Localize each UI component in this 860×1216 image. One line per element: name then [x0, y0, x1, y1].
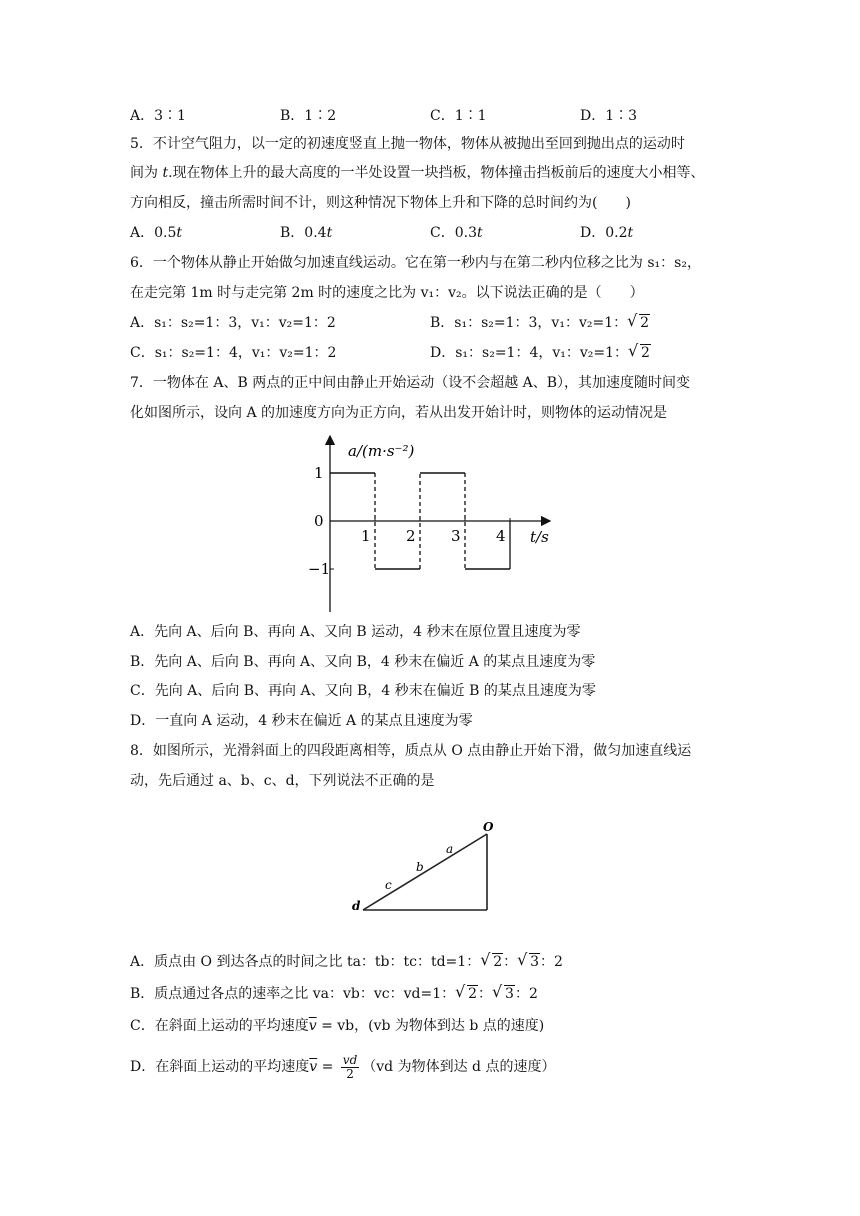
sqrt-symbol	[492, 984, 515, 1004]
option-text: = vb，(vb 为物体到达 b 点的速度)	[316, 1018, 545, 1034]
y-axis-label: a/(m·s⁻²)	[348, 442, 415, 460]
option-text: 1∶3	[605, 108, 638, 124]
variable-t: t	[476, 225, 483, 241]
q7-option-c: C．先向 A、后向 B、再向 A、又向 B，4 秒末在偏近 B 的某点且速度为零	[130, 683, 596, 699]
q7-option-b: B．先向 A、后向 B、再向 A、又向 B，4 秒末在偏近 A 的某点且速度为零	[130, 654, 596, 670]
q6-option-a: A．s₁：s₂=1：3，v₁：v₂=1：2	[130, 315, 336, 331]
q7-option-d: D．一直向 A 运动，4 秒末在偏近 A 的某点且速度为零	[130, 713, 473, 729]
label-o: O	[483, 820, 494, 834]
variable-t: t	[326, 225, 333, 241]
q5-option-d	[580, 223, 633, 243]
q8-stem-line2: 动，先后通过 a、b、c、d，下列说法不正确的是	[130, 773, 435, 789]
option-key: A．	[130, 225, 155, 241]
fraction-numerator: vd	[342, 1052, 358, 1067]
q5-stem-line3: 方向相反，撞击所需时间不计，则这种情况下物体上升和下降的总时间约为( )	[130, 195, 631, 211]
option-text: 1∶2	[304, 108, 337, 124]
option-text: ：2	[514, 986, 538, 1002]
q8-option-a: A．质点由 O 到达各点的时间之比 ta：tb：tc：td=1： √ 2： √ 3：2	[130, 952, 563, 972]
option-value: 0.3	[454, 225, 477, 241]
radicand: 2	[493, 954, 503, 970]
q4-option-c	[430, 106, 487, 126]
q6-option-c: C．s₁：s₂=1：4，v₁：v₂=1：2	[130, 345, 337, 361]
q4-option-d	[580, 106, 637, 126]
q8-option-c	[130, 1016, 544, 1036]
option-text: D．s₁：s₂=1：4，v₁：v₂=1：	[430, 345, 629, 361]
option-text: A．质点由 O 到达各点的时间之比 ta：tb：tc：td=1：	[130, 954, 481, 970]
q6-option-d	[430, 343, 651, 363]
option-key: C．	[430, 108, 455, 124]
fraction	[341, 1054, 359, 1081]
radicand: 3	[530, 954, 540, 970]
option-text: D．在斜面上运动的平均速度	[130, 1059, 310, 1075]
option-key: B．	[280, 225, 305, 241]
q6-stem-line1: 6．一个物体从静止开始做匀加速直线运动。它在第一秒内与在第二秒内位移之比为 s₁：s₂，	[130, 255, 701, 271]
q8-stem-line1: 8．如图所示，光滑斜面上的四段距离相等，质点从 O 点由静止开始下滑，做匀加速直线运	[130, 743, 692, 759]
q5-option-a	[130, 223, 182, 243]
q5-stem-line1: 5．不计空气阻力，以一定的初速度竖直上抛一物体，物体从被抛出至回到抛出点的运动时	[130, 136, 685, 152]
option-value: 0.4	[304, 225, 327, 241]
slope-line	[363, 834, 487, 910]
option-value: 0.2	[605, 225, 628, 241]
label-c: c	[385, 878, 392, 892]
x-tick-label: 4	[496, 527, 506, 545]
label-b: b	[416, 860, 424, 874]
inclined-plane-figure	[345, 818, 505, 918]
x-tick-label: 2	[406, 527, 416, 545]
label-a: a	[446, 842, 454, 856]
radicand: 2	[640, 315, 650, 331]
sqrt-symbol	[480, 952, 503, 972]
option-text: B．质点通过各点的速率之比 va：vb：vc：vd=1：	[130, 986, 456, 1002]
label-d: d	[352, 899, 361, 913]
text-run: .现在物体上升的最大高度的一半处设置一块挡板，物体撞击挡板前后的速度大小相等、	[168, 165, 705, 181]
variable-t: t	[176, 225, 183, 241]
q7-option-a: A．先向 A、后向 B、再向 A、又向 B 运动，4 秒末在原位置且速度为零	[130, 624, 581, 640]
option-text: 1∶1	[454, 108, 487, 124]
x-axis-label: t/s	[530, 528, 549, 546]
option-text: B．s₁：s₂=1：3，v₁：v₂=1：	[430, 315, 628, 331]
sqrt-symbol	[455, 984, 478, 1004]
y-tick-label: −1	[308, 560, 331, 578]
fraction-denominator: 2	[346, 1066, 354, 1081]
q7-stem-line1: 7．一物体在 A、B 两点的正中间由静止开始运动（设不会超越 A、B），其加速度随时间变	[130, 375, 691, 391]
sqrt-symbol	[628, 343, 651, 363]
radicand: 3	[505, 986, 514, 1002]
q7-stem-line2: 化如图所示，设向 A 的加速度方向为正方向，若从出发开始计时，则物体的运动情况是	[130, 405, 668, 421]
q6-stem-line2: 在走完第 1m 时与走完第 2m 时的速度之比为 v₁：v₂。以下说法正确的是（ ）	[130, 285, 644, 301]
y-tick-label: 1	[314, 464, 324, 482]
q6-option-b	[430, 313, 650, 333]
option-text: （vd 为物体到达 d 点的速度）	[362, 1059, 556, 1075]
average-velocity-symbol: $\overline{v}$	[308, 1018, 317, 1034]
x-tick-label: 3	[451, 527, 461, 545]
q5-option-b	[280, 223, 332, 243]
variable-t: t	[627, 225, 634, 241]
option-key: B．	[280, 108, 305, 124]
option-text: ：2	[540, 954, 563, 970]
sqrt-symbol	[517, 952, 540, 972]
text-run: 间为	[130, 165, 163, 181]
y-tick-label: 0	[314, 512, 324, 530]
acceleration-time-graph	[300, 430, 570, 615]
option-key: C．	[430, 225, 455, 241]
option-value: 0.5	[154, 225, 177, 241]
q5-option-c	[430, 223, 483, 243]
sqrt-symbol	[627, 313, 650, 333]
q5-stem-line2	[130, 163, 705, 183]
option-key: D．	[580, 108, 606, 124]
option-text: C．在斜面上运动的平均速度	[130, 1018, 309, 1034]
option-key: D．	[580, 225, 606, 241]
option-text: 3∶1	[154, 108, 186, 124]
radicand: 2	[641, 345, 650, 361]
option-key: A．	[130, 108, 155, 124]
variable-t: t	[162, 165, 169, 181]
q4-option-b	[280, 106, 336, 126]
average-velocity-symbol: $\overline{v}$	[309, 1059, 318, 1075]
q4-option-a	[130, 106, 186, 126]
q8-option-d: D．在斜面上运动的平均速度$\overline{v}$ = $\frac{vd}{2}$ （vd 为物体到达 d 点的速度）	[130, 1052, 556, 1081]
q8-option-b: B．质点通过各点的速率之比 va：vb：vc：vd=1： √ 2： √ 3：2	[130, 984, 538, 1004]
radicand: 2	[468, 986, 478, 1002]
x-tick-label: 1	[361, 527, 371, 545]
